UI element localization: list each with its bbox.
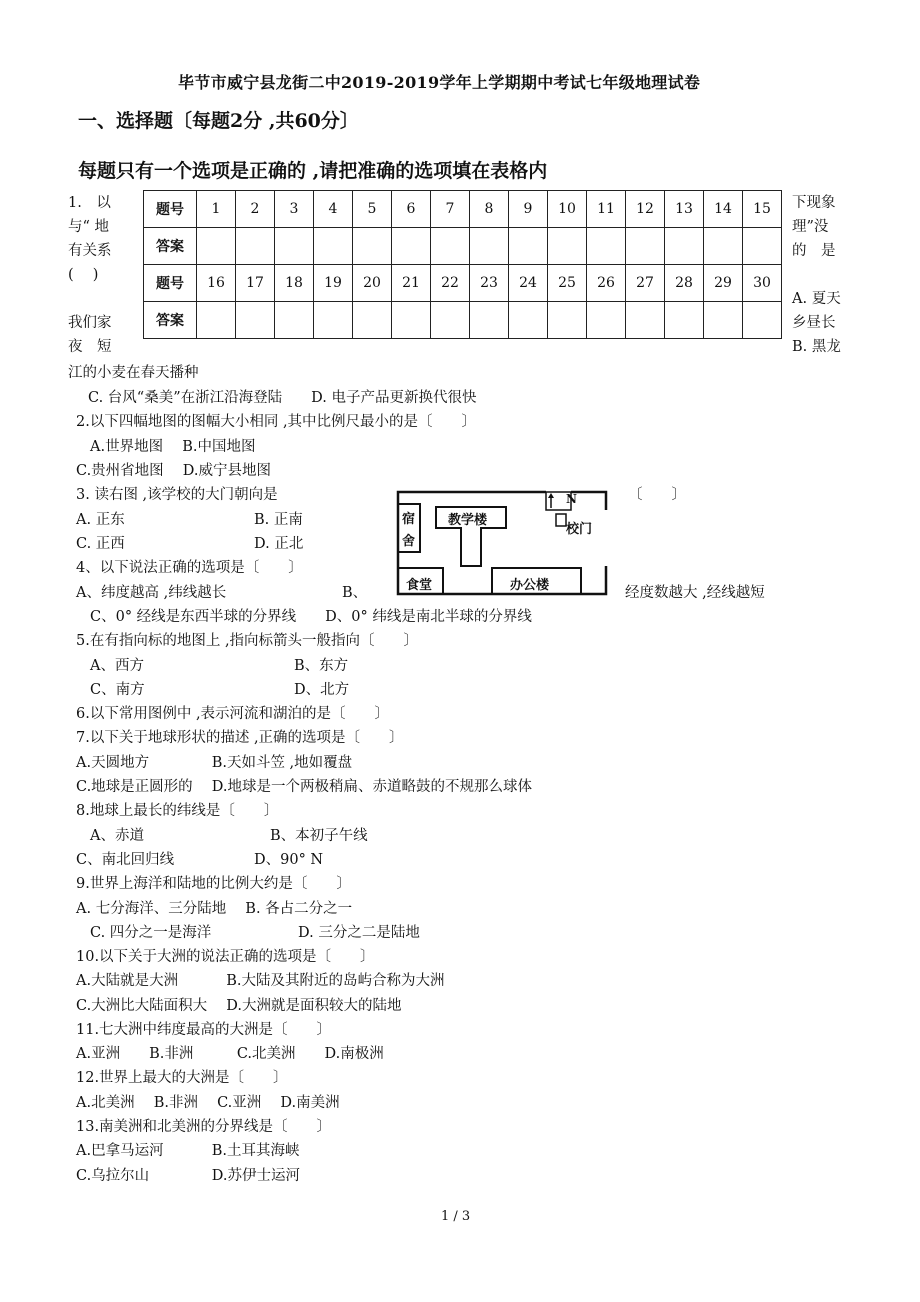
question-number-cell: 27 <box>626 265 665 302</box>
q8-option-b: B、本初子午线 <box>270 828 368 844</box>
q2-stem: 2.以下四幅地图的图幅大小相同 ,其中比例尺最小的是〔 〕 <box>76 414 477 430</box>
q12-options: A.北美洲 B.非洲 C.亚洲 D.南美洲 <box>76 1095 340 1111</box>
question-number-cell: 5 <box>353 191 392 228</box>
q5-option-b: B、东方 <box>294 658 349 674</box>
q9-options-ab: A. 七分海洋、三分陆地 B. 各占二分之一 <box>76 901 353 917</box>
answer-cell[interactable] <box>353 228 392 265</box>
question-number-cell: 29 <box>704 265 743 302</box>
q13-stem: 13.南美洲和北美洲的分界线是〔 〕 <box>76 1119 332 1135</box>
q9-option-c: C. 四分之一是海洋 <box>90 925 212 941</box>
question-number-cell: 8 <box>470 191 509 228</box>
answer-cell[interactable] <box>392 302 431 339</box>
dorm-label: 宿 <box>402 512 416 527</box>
q5-option-d: D、北方 <box>294 682 350 698</box>
answer-cell[interactable] <box>314 302 353 339</box>
q3-option-a: A. 正东 <box>76 512 125 528</box>
gate-label: 校门 <box>566 522 593 537</box>
q1-right-line: B. 黑龙 <box>792 339 841 355</box>
q6-stem: 6.以下常用图例中 ,表示河流和湖泊的是〔 〕 <box>76 706 390 722</box>
q8-stem: 8.地球上最长的纬线是〔 〕 <box>76 803 279 819</box>
q7-stem: 7.以下关于地球形状的描述 ,正确的选项是〔 〕 <box>76 730 404 746</box>
question-number-cell: 30 <box>743 265 782 302</box>
page-number: 1 / 3 <box>441 1209 471 1224</box>
q1-option-line: 江的小麦在春天播种 <box>68 365 199 381</box>
q13-options-cd: C.乌拉尔山 D.苏伊士运河 <box>76 1168 301 1184</box>
q9-option-d: D. 三分之二是陆地 <box>298 925 420 941</box>
table-header-cell: 题号 <box>144 265 197 302</box>
question-number-cell: 9 <box>509 191 548 228</box>
q10-stem: 10.以下关于大洲的说法正确的选项是〔 〕 <box>76 949 375 965</box>
question-number-cell: 19 <box>314 265 353 302</box>
question-number-cell: 24 <box>509 265 548 302</box>
question-number-cell: 18 <box>275 265 314 302</box>
q4-stem: 4、以下说法正确的选项是〔 〕 <box>76 560 303 576</box>
question-number-cell: 16 <box>197 265 236 302</box>
question-number-cell: 4 <box>314 191 353 228</box>
question-number-cell: 26 <box>587 265 626 302</box>
exam-title: 毕节市威宁县龙街二中2019-2019学年上学期期中考试七年级地理试卷 <box>178 73 701 92</box>
answer-cell[interactable] <box>392 228 431 265</box>
question-number-cell: 12 <box>626 191 665 228</box>
q1-right-line: 下现象 <box>792 195 836 211</box>
question-number-cell: 20 <box>353 265 392 302</box>
q4-options-cd: C、0° 经线是东西半球的分界线 D、0° 纬线是南北半球的分界线 <box>90 609 532 625</box>
q10-options-ab: A.大陆就是大洲 B.大陆及其附近的岛屿合称为大洲 <box>76 973 445 989</box>
question-number-cell: 22 <box>431 265 470 302</box>
q1-right-column <box>792 191 858 359</box>
school-map <box>396 488 608 598</box>
q10-options-cd: C.大洲比大陆面积大 D.大洲就是面积较大的陆地 <box>76 998 402 1014</box>
office-label: 办公楼 <box>510 578 550 593</box>
answer-cell[interactable] <box>470 302 509 339</box>
q2-options: A.世界地图 B.中国地图 <box>90 439 256 455</box>
answer-cell[interactable] <box>509 302 548 339</box>
table-header-cell: 答案 <box>144 228 197 265</box>
question-number-cell: 2 <box>236 191 275 228</box>
answer-cell[interactable] <box>587 302 626 339</box>
question-number-cell: 14 <box>704 191 743 228</box>
q8-option-a: A、赤道 <box>90 828 144 844</box>
q1-left-line: 1. 以 <box>68 195 111 211</box>
q2-options: C.贵州省地图 D.威宁县地图 <box>76 463 272 479</box>
answer-cell[interactable] <box>353 302 392 339</box>
question-number-cell: 11 <box>587 191 626 228</box>
q3-option-d: D. 正北 <box>254 536 304 552</box>
answer-table <box>143 190 782 339</box>
answer-cell[interactable] <box>665 228 704 265</box>
q1-left-line: 有关系 <box>68 243 112 259</box>
answer-cell[interactable] <box>626 302 665 339</box>
q3-option-b: B. 正南 <box>254 512 303 528</box>
q4-option-b-tail: 经度数越大 ,经线越短 <box>625 585 765 601</box>
question-number-cell: 6 <box>392 191 431 228</box>
question-number-cell: 25 <box>548 265 587 302</box>
q4-option-b: B、 <box>342 585 368 601</box>
answer-cell[interactable] <box>704 302 743 339</box>
table-header-cell: 题号 <box>144 191 197 228</box>
north-label: N <box>566 492 577 506</box>
q3-option-c: C. 正西 <box>76 536 125 552</box>
q1-left-line: 与“ 地 <box>68 219 110 235</box>
answer-cell[interactable] <box>743 302 782 339</box>
q9-stem: 9.世界上海洋和陆地的比例大约是〔 〕 <box>76 876 351 892</box>
q3-bracket: 〔 〕 <box>628 487 686 503</box>
answer-cell[interactable] <box>548 228 587 265</box>
q1-right-line <box>792 263 858 287</box>
answer-cell[interactable] <box>431 228 470 265</box>
q4-option-a: A、纬度越高 ,纬线越长 <box>76 585 227 601</box>
question-number-cell: 23 <box>470 265 509 302</box>
q5-option-a: A、西方 <box>90 658 144 674</box>
question-number-cell: 17 <box>236 265 275 302</box>
teaching-building-label: 教学楼 <box>448 513 488 528</box>
question-number-cell: 15 <box>743 191 782 228</box>
question-number-cell: 7 <box>431 191 470 228</box>
q1-right-line: 理”没 <box>792 219 829 235</box>
q1-left-line: 我们家 <box>68 315 112 331</box>
q7-options-cd: C.地球是正圆形的 D.地球是一个两极稍扁、赤道略鼓的不规那么球体 <box>76 779 533 795</box>
q1-left-column <box>68 191 130 359</box>
q1-left-line: ( ) <box>68 267 99 283</box>
question-number-cell: 3 <box>275 191 314 228</box>
q5-option-c: C、南方 <box>90 682 145 698</box>
table-header-cell: 答案 <box>144 302 197 339</box>
answer-cell[interactable] <box>275 302 314 339</box>
answer-cell[interactable] <box>509 228 548 265</box>
answer-cell[interactable] <box>587 228 626 265</box>
answer-cell[interactable] <box>548 302 587 339</box>
answer-cell[interactable] <box>236 228 275 265</box>
answer-cell[interactable] <box>275 228 314 265</box>
answer-cell[interactable] <box>665 302 704 339</box>
answer-cell[interactable] <box>743 228 782 265</box>
q1-right-line: 乡昼长 <box>792 315 836 331</box>
answer-cell[interactable] <box>197 228 236 265</box>
q11-options: A.亚洲 B.非洲 C.北美洲 D.南极洲 <box>76 1046 384 1062</box>
q8-option-d: D、90° N <box>254 852 324 868</box>
answer-cell[interactable] <box>197 302 236 339</box>
q13-options-ab: A.巴拿马运河 B.土耳其海峡 <box>76 1143 300 1159</box>
q1-left-line <box>68 287 130 311</box>
answer-cell[interactable] <box>314 228 353 265</box>
q8-option-c: C、南北回归线 <box>76 852 175 868</box>
q1-right-line: A. 夏天 <box>792 291 841 307</box>
answer-cell[interactable] <box>431 302 470 339</box>
canteen-label: 食堂 <box>406 578 433 593</box>
dorm-label: 舍 <box>402 534 416 549</box>
q5-stem: 5.在有指向标的地图上 ,指向标箭头一般指向〔 〕 <box>76 633 419 649</box>
question-number-cell: 1 <box>197 191 236 228</box>
answer-cell[interactable] <box>470 228 509 265</box>
q1-option-line: C. 台风“桑美”在浙江沿海登陆 D. 电子产品更新换代很快 <box>88 390 477 406</box>
q3-stem: 3. 读右图 ,该学校的大门朝向是 <box>76 487 278 503</box>
question-number-cell: 13 <box>665 191 704 228</box>
question-number-cell: 28 <box>665 265 704 302</box>
q1-left-line: 夜 短 <box>68 339 112 355</box>
answer-cell[interactable] <box>236 302 275 339</box>
answer-cell[interactable] <box>626 228 665 265</box>
q7-options-ab: A.天圆地方 B.天如斗笠 ,地如覆盘 <box>76 755 353 771</box>
q1-right-line: 的 是 <box>792 243 836 259</box>
question-number-cell: 21 <box>392 265 431 302</box>
question-number-cell: 10 <box>548 191 587 228</box>
q11-stem: 11.七大洲中纬度最高的大洲是〔 〕 <box>76 1022 332 1038</box>
section-title: 一、选择题〔每题2分 ,共60分〕 <box>78 110 359 132</box>
section-instruction: 每题只有一个选项是正确的 ,请把准确的选项填在表格内 <box>78 160 548 182</box>
q12-stem: 12.世界上最大的大洲是〔 〕 <box>76 1070 288 1086</box>
answer-cell[interactable] <box>704 228 743 265</box>
